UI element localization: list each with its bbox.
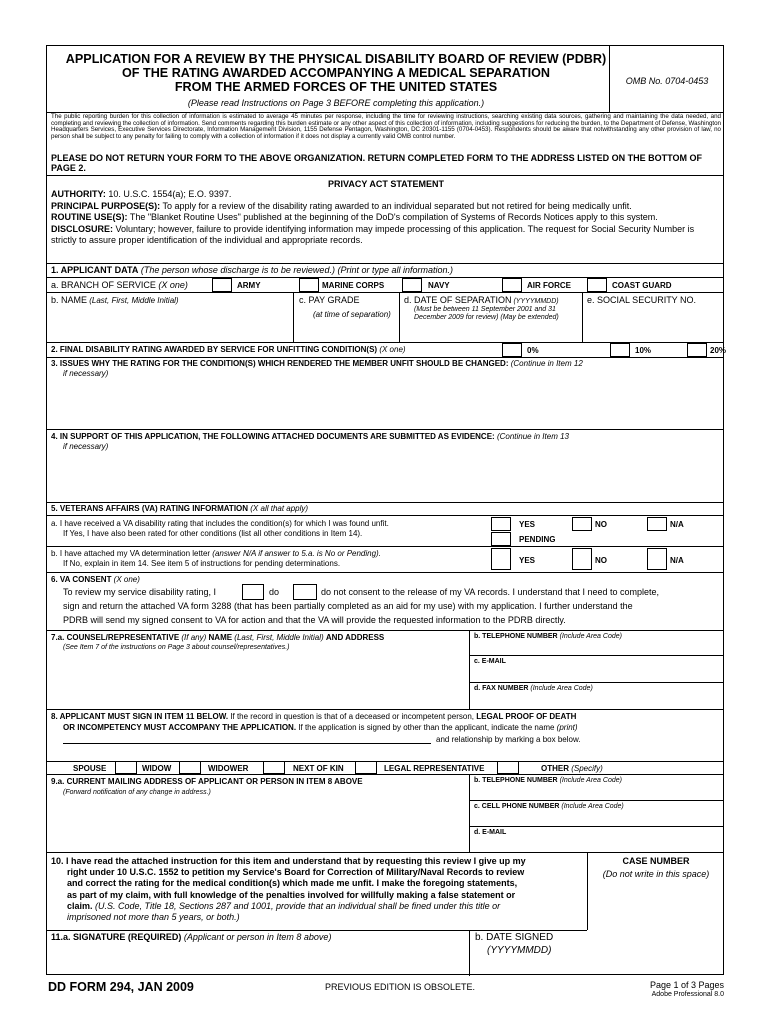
pay-grade-note: (at time of separation) (313, 310, 391, 319)
item5a-text: a. I have received a VA disability rating that includes the condition(s) for which I was found unfit. If Yes, I have also been rated for other conditions (list all other conditions in Item 14). (51, 519, 389, 538)
item9b-telephone-label[interactable]: b. TELEPHONE NUMBER (Include Area Code) (474, 777, 622, 784)
relation-legal-representative-checkbox[interactable] (497, 761, 519, 774)
relation-widow-checkbox[interactable] (179, 761, 201, 774)
consent-do-not-checkbox[interactable] (293, 584, 317, 600)
branch-coast-guard-checkbox[interactable] (587, 278, 607, 292)
relation-legal-representative-label: LEGAL REPRESENTATIVE (384, 764, 485, 773)
item7a-note: (See Item 7 of the instructions on Page 3 about counsel/representatives.) (63, 644, 290, 651)
name-label[interactable]: b. NAME (Last, First, Middle Initial) (51, 295, 179, 305)
dd-form-294 (46, 45, 727, 975)
software-note: Adobe Professional 8.0 (651, 991, 724, 998)
item8-line1: 8. APPLICANT MUST SIGN IN ITEM 11 BELOW. If the record in question is that of a deceased or incompetent person, LEGAL PROOF OF DEATH (51, 712, 577, 721)
date-of-separation-note: (Must be between 11 September 2001 and 31 December 2009 for review) (May be extended) (414, 306, 559, 322)
consent-line1-post: do not consent to the release of my VA records. I understand that I need to complete, (321, 587, 660, 597)
rating-0-checkbox[interactable] (502, 343, 522, 357)
item7d-fax-label[interactable]: d. FAX NUMBER (Include Area Code) (474, 685, 593, 692)
read-instructions-note: (Please read Instructions on Page 3 BEFORE completing this application.) (187, 98, 485, 108)
form-title (47, 52, 625, 94)
rating-20-checkbox[interactable] (687, 343, 707, 357)
item9d-email-label[interactable]: d. E-MAIL (474, 829, 507, 836)
va-rating-pending-checkbox[interactable] (491, 532, 511, 546)
ssn-label: e. SOCIAL SECURITY NO. (587, 295, 697, 305)
return-warning: PLEASE DO NOT RETURN YOUR FORM TO THE ABOVE ORGANIZATION. RETURN COMPLETED FORM TO THE ADDRESS LISTED ON THE BOTTOM OF PAGE 2. (51, 153, 703, 173)
relation-spouse-label: SPOUSE (73, 764, 107, 773)
page-number: Page 1 of 3 Pages (649, 980, 724, 990)
consent-do-label: do (269, 587, 280, 597)
relation-widow-label: WIDOW (142, 764, 172, 773)
branch-army-label: ARMY (237, 281, 261, 290)
date-signed-format: (YYYYMMDD) (487, 945, 552, 956)
va-rating-na-label: N/A (670, 520, 684, 529)
previous-edition-note: PREVIOUS EDITION IS OBSOLETE. (325, 982, 476, 992)
rating-10-checkbox[interactable] (610, 343, 630, 357)
branch-army-checkbox[interactable] (212, 278, 232, 292)
item2-label: 2. FINAL DISABILITY RATING AWARDED BY SERVICE FOR UNFITTING CONDITION(S) (X one) (51, 345, 406, 354)
item3-label[interactable]: 3. ISSUES WHY THE RATING FOR THE CONDITION(S) WHICH RENDERED THE MEMBER UNFIT SHOULD BE CHANGED: (Continue in Item 12 (51, 359, 583, 368)
item5b-text: b. I have attached my VA determination letter (answer N/A if answer to 5.a. is No or Pending). If No, explain in item 14. See item 5 of instructions for pending determinations. (51, 549, 381, 568)
va-rating-pending-label: PENDING (519, 535, 556, 544)
va-rating-na-checkbox[interactable] (647, 517, 667, 531)
title-line-1: APPLICATION FOR A REVIEW BY THE PHYSICAL DISABILITY BOARD OF REVIEW (PDBR) (65, 52, 607, 66)
relation-other-label: OTHER (Specify) (541, 764, 603, 773)
authority-label: AUTHORITY: (51, 189, 106, 199)
routine-use-label: ROUTINE USE(S): (51, 212, 128, 222)
form-id: DD FORM 294, JAN 2009 (48, 980, 194, 994)
title-line-2: OF THE RATING AWARDED ACCOMPANYING A MEDICAL SEPARATION (122, 66, 550, 80)
va-letter-no-checkbox[interactable] (572, 548, 592, 570)
va-letter-yes-checkbox[interactable] (491, 548, 511, 570)
item6-heading: 6. VA CONSENT (X one) (51, 575, 140, 584)
date-of-separation-label: d. DATE OF SEPARATION (YYYYMMDD) (404, 295, 559, 305)
item9a-label[interactable]: 9.a. CURRENT MAILING ADDRESS OF APPLICANT OR PERSON IN ITEM 8 ABOVE (51, 777, 363, 786)
consent-line1-pre: To review my service disability rating, I (63, 587, 217, 597)
branch-marine-corps-checkbox[interactable] (299, 278, 319, 292)
branch-air-force-label: AIR FORCE (527, 281, 571, 290)
authority-text: 10. U.S.C. 1554(a); E.O. 9397. (105, 189, 232, 199)
burden-statement: The public reporting burden for this collection of information is estimated to average 45 minutes per response, including the time for reviewing instructions, searching existing data sources, gathering and maintaining the data needed, and completing and reviewing the collection of information. Send comments regarding this burden estimate or any other aspect of this collection of information, including suggestions for reducing the burden, to the Department of Defense, Washington Headquarters Services, Executive Services Directorate, Information Management Division, 1155 Defense Pentagon, Washington, DC 20301-1155 (0704-0453). Respondents should be aware that notwithstanding any other provision of law, no person shall be subject to any penalty for failing to comply with a collection of information if it does not display a currently valid OMB control number. (51, 113, 721, 140)
branch-navy-label: NAVY (428, 281, 450, 290)
va-letter-no-label: NO (595, 556, 607, 565)
branch-of-service-label: a. BRANCH OF SERVICE (X one) (51, 280, 188, 290)
va-letter-na-label: N/A (670, 556, 684, 565)
relation-widower-checkbox[interactable] (263, 761, 285, 774)
consent-line3: PDRB will send my signed consent to VA for action and that the VA will provide the requested information to the PDRB directly. (63, 615, 566, 625)
item4-note: if necessary) (63, 442, 109, 451)
case-number-label: CASE NUMBER (622, 856, 690, 866)
branch-air-force-checkbox[interactable] (502, 278, 522, 292)
item4-label[interactable]: 4. IN SUPPORT OF THIS APPLICATION, THE FOLLOWING ATTACHED DOCUMENTS ARE SUBMITTED AS EVIDENCE: (Continue in Item 13 (51, 432, 569, 441)
va-rating-yes-label: YES (519, 520, 536, 529)
item8-line2: OR INCOMPETENCY MUST ACCOMPANY THE APPLICATION. If the application is signed by other than the applicant, indicate the name (print) (63, 723, 578, 732)
pay-grade-label: c. PAY GRADE (299, 295, 360, 305)
item7c-email-label[interactable]: c. E-MAIL (474, 658, 506, 665)
rating-10-label: 10% (635, 346, 652, 355)
va-rating-no-checkbox[interactable] (572, 517, 592, 531)
relation-widower-label: WIDOWER (208, 764, 249, 773)
item1-heading: 1. APPLICANT DATA (The person whose discharge is to be reviewed.) (Print or type all information.) (51, 265, 453, 275)
privacy-act-body (51, 189, 719, 247)
date-signed-label[interactable]: b. DATE SIGNED (475, 932, 554, 943)
branch-coast-guard-label: COAST GUARD (612, 281, 672, 290)
va-rating-no-label: NO (595, 520, 607, 529)
item10-statement: 10. I have read the attached instruction for this item and understand that by requesting this review I give up my right under 10 U.S.C. 1552 to petition my Service's Board for Correction of Military/Naval Records to review and correct the rating for the medical condition(s) which made me unfit. I make the foregoing statements, as part of my claim, with full knowledge of the penalties involved for willfully making a false statement or claim. (U.S. Code, Title 18, Sections 287 and 1001, provide that an individual shall be fined under this title or imprisoned not more than 5 years, or both.) (51, 856, 526, 923)
disclosure-text: Voluntary; however, failure to provide identifying information may impede processing of this application. The request for Social Security Number is strictly to assure proper identification of the individual and appropriate records. (51, 223, 695, 245)
branch-navy-checkbox[interactable] (402, 278, 422, 292)
consent-do-checkbox[interactable] (242, 584, 264, 600)
privacy-act-heading: PRIVACY ACT STATEMENT (327, 179, 444, 189)
consent-line2: sign and return the attached VA form 3288 (that has been partially completed as an aid for my use) with my application. I further understand the (63, 601, 633, 611)
purpose-label: PRINCIPAL PURPOSE(S): (51, 200, 161, 211)
item7b-telephone-label[interactable]: b. TELEPHONE NUMBER (Include Area Code) (474, 633, 622, 640)
relation-next-of-kin-label: NEXT OF KIN (293, 764, 344, 773)
title-line-3: FROM THE ARMED FORCES OF THE UNITED STATES (174, 80, 498, 94)
omb-number: OMB No. 0704-0453 (625, 76, 709, 86)
item5-heading: 5. VETERANS AFFAIRS (VA) RATING INFORMATION (X all that apply) (51, 504, 309, 513)
rating-0-label: 0% (527, 346, 539, 355)
relation-spouse-checkbox[interactable] (115, 761, 137, 774)
va-letter-yes-label: YES (519, 556, 536, 565)
item9c-cell-label[interactable]: c. CELL PHONE NUMBER (Include Area Code) (474, 803, 624, 810)
item9a-note: (Forward notification of any change in address.) (63, 789, 211, 796)
disclosure-label: DISCLOSURE: (51, 223, 114, 234)
purpose-text: To apply for a review of the disability rating awarded to an individual separated but not retired for being medically unfit. (160, 200, 632, 211)
case-number-note: (Do not write in this space) (602, 869, 710, 879)
rating-20-label: 20% (710, 346, 727, 355)
item7a-label[interactable]: 7.a. COUNSEL/REPRESENTATIVE (If any) NAME (Last, First, Middle Initial) AND ADDRESS (51, 633, 385, 642)
routine-use-text: The "Blanket Routine Uses" published at the beginning of the DoD's compilation of Systems of Records Notices apply to this system. (127, 212, 658, 222)
relation-next-of-kin-checkbox[interactable] (355, 761, 377, 774)
representative-name-line[interactable] (63, 743, 431, 744)
branch-marine-corps-label: MARINE CORPS (322, 281, 385, 290)
item8-line3: and relationship by marking a box below. (436, 735, 581, 744)
signature-label[interactable]: 11.a. SIGNATURE (REQUIRED) (Applicant or person in Item 8 above) (51, 932, 332, 942)
item3-note: if necessary) (63, 369, 109, 378)
va-rating-yes-checkbox[interactable] (491, 517, 511, 531)
va-letter-na-checkbox[interactable] (647, 548, 667, 570)
